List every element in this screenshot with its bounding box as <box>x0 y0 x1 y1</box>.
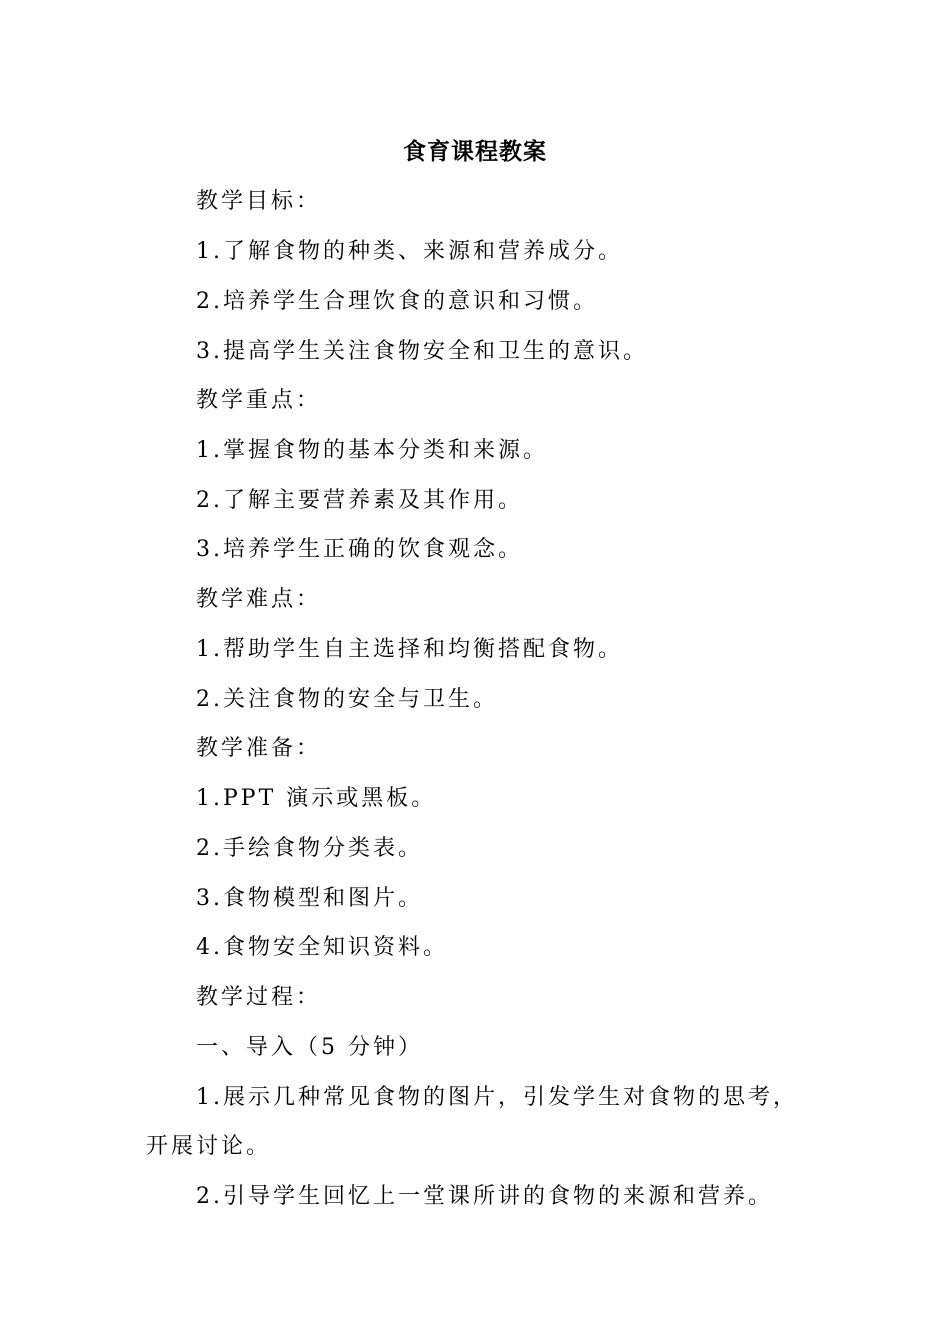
key-point-item-2: 2.了解主要营养素及其作用。 <box>196 488 523 513</box>
key-point-item-3: 3.培养学生正确的饮食观念。 <box>196 537 523 562</box>
objective-item-1: 1.了解食物的种类、来源和营养成分。 <box>196 239 623 264</box>
key-point-item-1: 1.掌握食物的基本分类和来源。 <box>196 438 548 463</box>
objective-item-2: 2.培养学生合理饮食的意识和习惯。 <box>196 289 598 314</box>
preparation-item-4: 4.食物安全知识资料。 <box>196 935 448 960</box>
process-item-1-continued: 开展讨论。 <box>146 1134 272 1159</box>
section-heading-preparation: 教学准备： <box>196 736 322 761</box>
section-heading-objectives: 教学目标： <box>196 189 322 214</box>
process-step-heading: 一、导入（5 分钟） <box>196 1035 423 1060</box>
document-title: 食育课程教案 <box>403 138 547 165</box>
objective-item-3: 3.提高学生关注食物安全和卫生的意识。 <box>196 339 648 364</box>
section-heading-process: 教学过程： <box>196 985 322 1010</box>
section-heading-key-points: 教学重点： <box>196 388 322 413</box>
preparation-item-3: 3.食物模型和图片。 <box>196 886 423 911</box>
preparation-item-2: 2.手绘食物分类表。 <box>196 836 423 861</box>
section-heading-difficulties: 教学难点： <box>196 587 322 612</box>
preparation-item-1: 1.PPT 演示或黑板。 <box>196 786 437 811</box>
process-item-2: 2.引导学生回忆上一堂课所讲的食物的来源和营养。 <box>196 1184 773 1209</box>
difficulty-item-1: 1.帮助学生自主选择和均衡搭配食物。 <box>196 637 623 662</box>
difficulty-item-2: 2.关注食物的安全与卫生。 <box>196 687 498 712</box>
process-item-1: 1.展示几种常见食物的图片，引发学生对食物的思考， <box>196 1085 798 1110</box>
